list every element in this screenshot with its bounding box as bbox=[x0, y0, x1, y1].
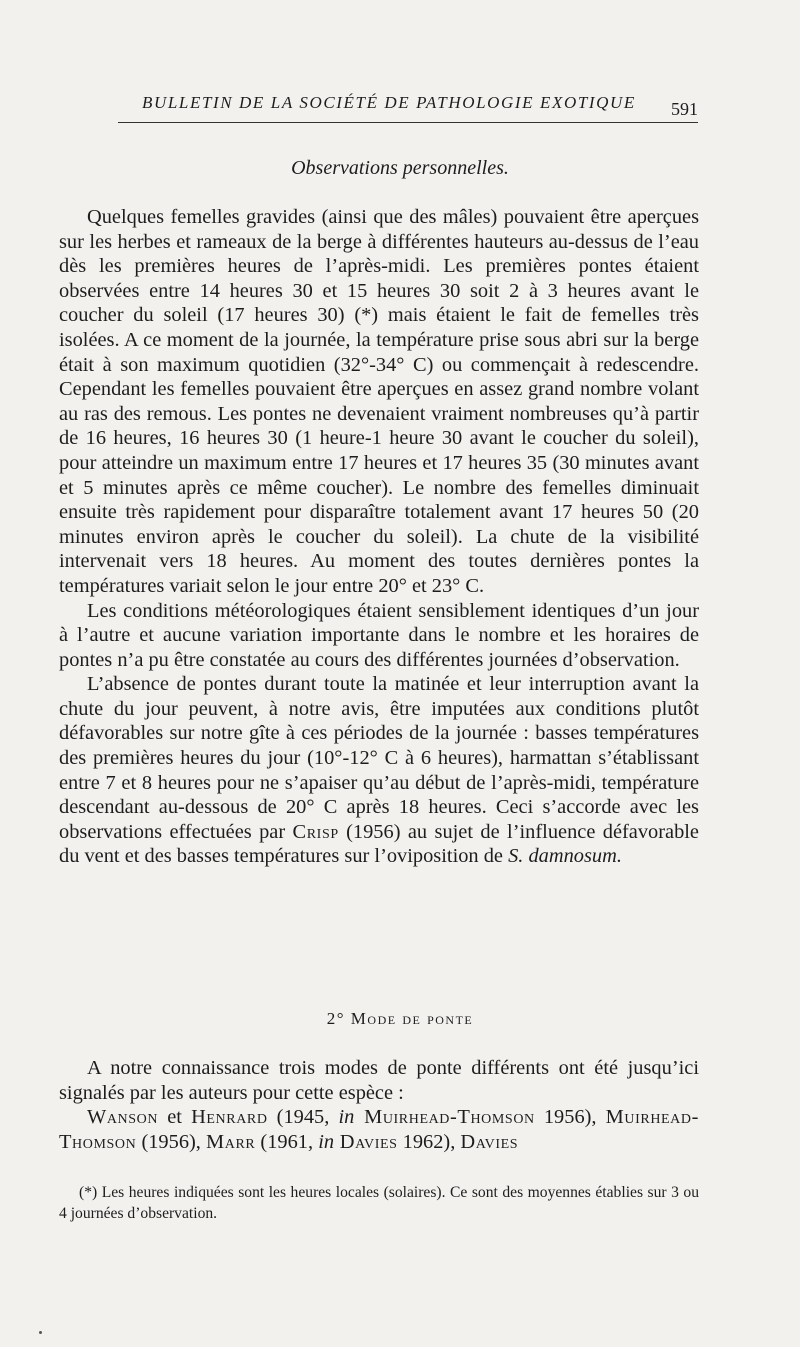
text-in: in bbox=[318, 1130, 335, 1153]
footnote-text bbox=[59, 1182, 699, 1224]
footnote bbox=[59, 1182, 699, 1224]
paragraph-1 bbox=[59, 205, 699, 599]
page-number: 591 bbox=[671, 99, 698, 119]
paragraph-3-part-b: (1956) au sujet de l’influence défavorable du vent et des basses températures sur l’oviposition de bbox=[59, 820, 699, 868]
main-text-continued bbox=[59, 1056, 699, 1154]
paper-speck bbox=[39, 1331, 42, 1334]
author-crisp: Crisp bbox=[292, 820, 339, 843]
header-rule bbox=[118, 122, 698, 123]
author-muirhead-thomson: Muirhead-Thomson bbox=[354, 1106, 535, 1129]
journal-title: BULLETIN DE LA SOCIÉTÉ DE PATHOLOGIE EXOTIQUE bbox=[142, 93, 636, 112]
text-1956: 1956), bbox=[534, 1106, 606, 1129]
section-title: Observations personnelles. bbox=[291, 157, 509, 179]
footnote-reference: (*) bbox=[354, 304, 379, 327]
text-1945: (1945, bbox=[267, 1106, 339, 1129]
author-muirhead-thomson: Muirhead-Thomson bbox=[59, 1106, 699, 1153]
author-davies: Davies bbox=[334, 1130, 398, 1153]
author-marr: Marr bbox=[206, 1130, 256, 1153]
paragraph-5 bbox=[59, 1105, 699, 1154]
species-name: S. damnosum. bbox=[508, 845, 622, 868]
paragraph-3 bbox=[59, 672, 699, 869]
running-header bbox=[118, 93, 698, 119]
footnote-mark: (*) bbox=[79, 1184, 98, 1201]
text-et: et bbox=[158, 1106, 192, 1129]
author-henrard: Henrard bbox=[191, 1106, 268, 1129]
paragraph-1-part-a: Quelques femelles gravides (ainsi que des mâles) pouvaient être aperçues sur les herbes et rameaux de la berge à différentes hauteurs au-dessus de l’eau dès les premières heures de l’après-midi. Les premières pontes étaient observées entre 14 heures 30 et 15 heures 30 soit 2 à 3 heures avant le coucher du soleil (17 heures 30) bbox=[59, 206, 699, 327]
paragraph-3-part-a: L’absence de pontes durant toute la matinée et leur interruption avant la chute du jour peuvent, à notre avis, être imputées aux conditions plutôt défavorables sur notre gîte à ces périodes de la journée : basses températures des premières heures du jour (10°-12° C à 6 heures), harmattan s’établissant entre 7 et 8 heures pour ne s’apaiser qu’au début de l’après-midi, température descendant au-dessous de 20° C après 18 heures. Ceci s’accorde avec les observations effectuées par bbox=[59, 673, 699, 843]
paragraph-2: Les conditions météorologiques étaient sensiblement identiques d’un jour à l’autre et aucune variation importante dans le nombre et les horaires de pontes n’a pu être constatée au cours des différentes journées d’observation. bbox=[59, 599, 699, 671]
paragraph-1-part-b: mais étaient le fait de femelles très isolées. A ce moment de la journée, la température prise sous abri sur la berge était à son maximum quotidien (32°-34° C) ou commençait à redescendre. Cependant les femelles pouvaient être aperçues en assez grand nombre volant au ras des remous. Les pontes ne devenaient vraiment nombreuses qu’à partir de 16 heures, 16 heures 30 (1 heure-1 heure 30 avant le coucher du soleil), pour atteindre un maximum entre 17 heures et 17 heures 35 (30 minutes avant et 5 minutes après ce même coucher). Le nombre des femelles diminuait ensuite très rapidement pour disparaître totalement avant 17 heures 50 (20 minutes environ après le coucher du soleil). La chute de la visibilité intervenait vers 18 heures. Au moment des toutes dernières pontes la températures variait selon le jour entre 20° et 23° C. bbox=[59, 304, 699, 597]
paragraph-4: A notre connaissance trois modes de ponte différents ont été jusqu’ici signalés par les auteurs pour cette espèce : bbox=[59, 1057, 699, 1104]
author-wanson: Wanson bbox=[87, 1106, 159, 1129]
text-1961: (1961, bbox=[255, 1130, 319, 1153]
author-davies: Davies bbox=[460, 1130, 519, 1153]
subsection-heading: 2° Mode de ponte bbox=[326, 1009, 474, 1028]
main-text bbox=[59, 205, 699, 869]
footnote-body: Les heures indiquées sont les heures locales (solaires). Ce sont des moyennes établies sur 3 ou 4 journées d’observation. bbox=[59, 1184, 699, 1222]
text-1956: (1956), bbox=[136, 1130, 206, 1153]
text-in: in bbox=[338, 1106, 355, 1129]
text-1962: 1962), bbox=[397, 1130, 461, 1153]
